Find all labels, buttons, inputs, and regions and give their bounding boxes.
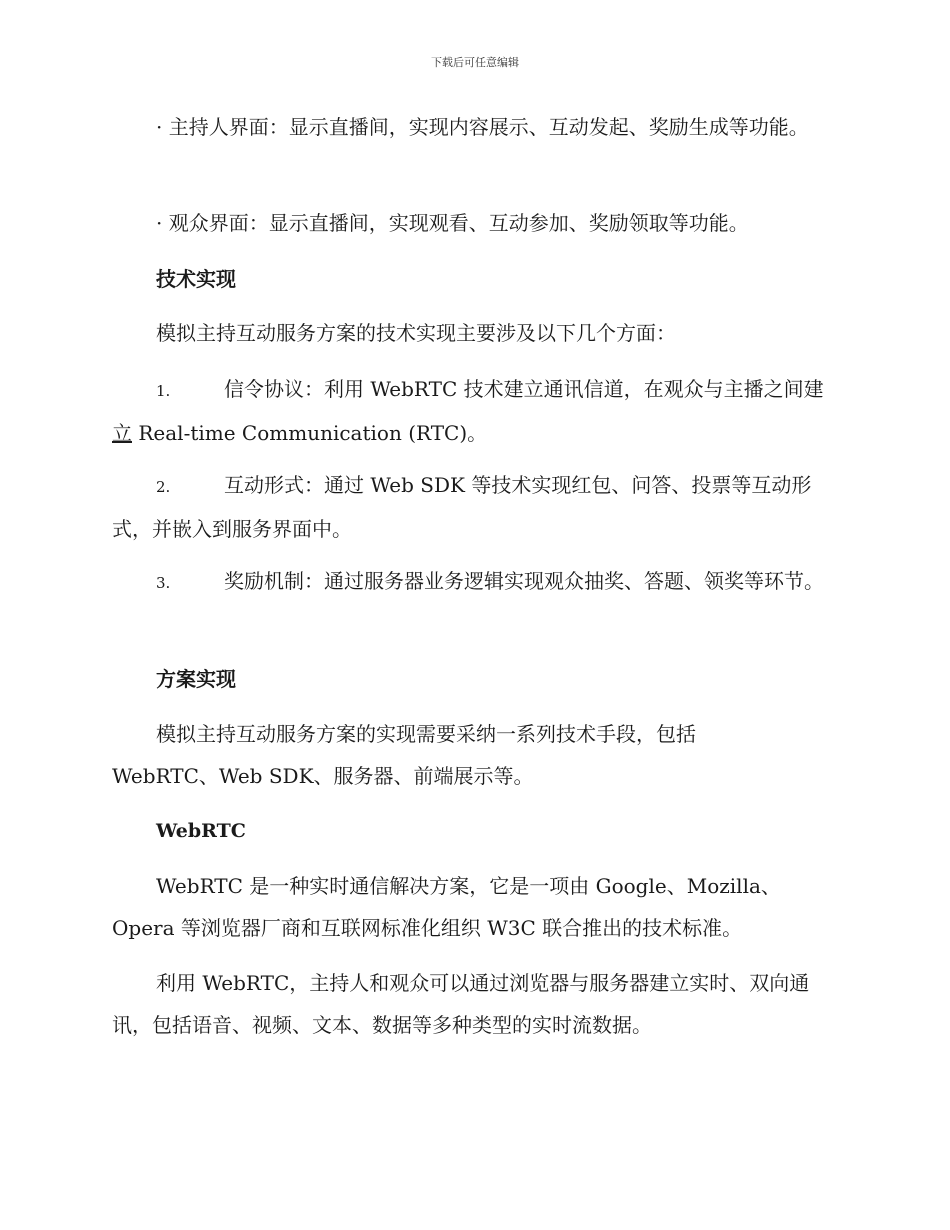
- list-number-1: 1.: [156, 382, 171, 400]
- paragraph-audience-interface: · 观众界面：显示直播间，实现观看、互动参加、奖励领取等功能。: [156, 211, 749, 235]
- list-item-1-text-b: Real-time Communication (RTC)。: [132, 421, 488, 445]
- list-number-3: 3.: [156, 574, 171, 592]
- heading-tech-implementation: 技术实现: [156, 267, 236, 291]
- page-header: 下载后可任意编辑: [431, 56, 519, 69]
- list-item-2-text: 互动形式：通过 Web SDK 等技术实现红包、问答、投票等互动形式，并嵌入到服务界面中。: [112, 473, 812, 541]
- paragraph-webrtc-usage: 利用 WebRTC，主持人和观众可以通过浏览器与服务器建立实时、双向通讯，包括语音、视频、文本、数据等多种类型的实时流数据。: [112, 971, 810, 1037]
- list-item-2: [112, 464, 838, 550]
- list-number-2: 2.: [156, 478, 171, 496]
- paragraph-webrtc-intro: WebRTC 是一种实时通信解决方案，它是一项由 Google、Mozilla、Opera 等浏览器厂商和互联网标准化组织 W3C 联合推出的技术标准。: [112, 874, 781, 940]
- list-item-1: [112, 368, 838, 454]
- paragraph-host-interface: · 主持人界面：显示直播间，实现内容展示、互动发起、奖励生成等功能。: [156, 115, 809, 139]
- paragraph-tech-intro: 模拟主持互动服务方案的技术实现主要涉及以下几个方面：: [156, 321, 676, 345]
- list-item-3-text: 奖励机制：通过服务器业务逻辑实现观众抽奖、答题、领奖等环节。: [224, 569, 824, 593]
- paragraph-solution-line2: WebRTC、Web SDK、服务器、前端展示等。: [112, 764, 534, 788]
- heading-solution-implementation: 方案实现: [156, 667, 236, 691]
- list-item-1-underlined: 立: [112, 421, 132, 445]
- list-item-3: [112, 560, 838, 604]
- list-item-1-text-a: 信令协议：利用 WebRTC 技术建立通讯信道，在观众与主播之间建: [224, 377, 824, 401]
- heading-webrtc: WebRTC: [156, 820, 246, 842]
- paragraph-solution-line1: 模拟主持互动服务方案的实现需要采纳一系列技术手段，包括: [156, 722, 696, 746]
